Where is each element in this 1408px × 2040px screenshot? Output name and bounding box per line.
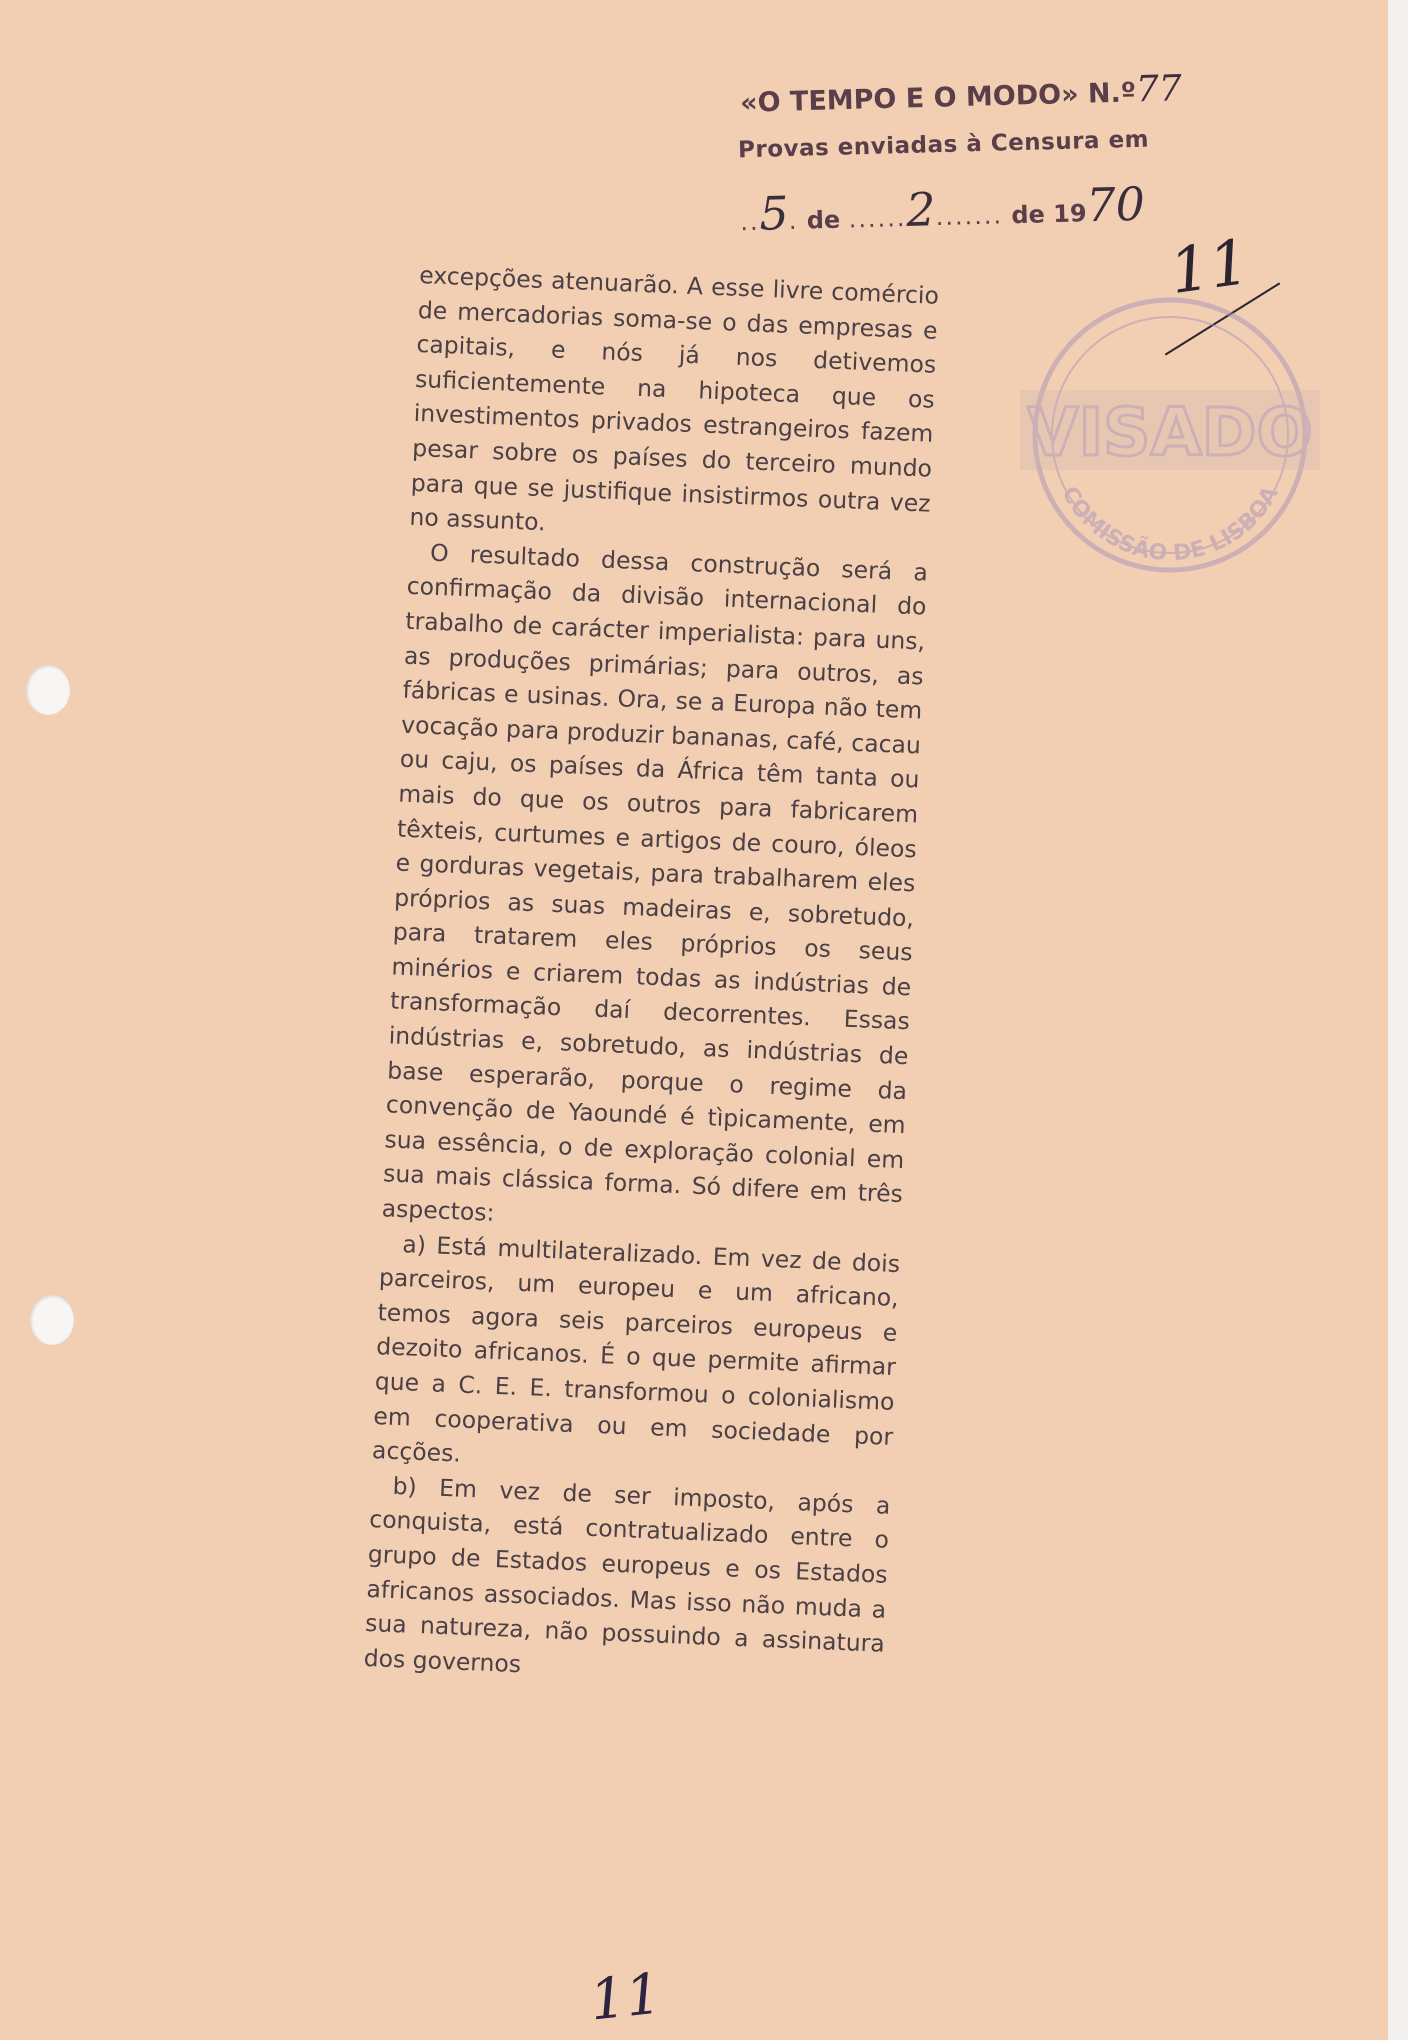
publication-title: «O TEMPO E O MODO» N.º [739, 77, 1137, 119]
punch-hole [30, 1295, 74, 1345]
stamp-main-text: VISADO [1027, 394, 1313, 471]
paragraph: O resultado dessa construção será a confirmação da divisão internacional do trabalho de carácter imperialista: para uns, as produções primárias; para outros, as fábricas e usinas. Ora, se a Europa não tem vocação para produzir bananas, café, cacau ou caju, os países da África têm tanta ou mais do que os outros para fabricarem têxteis, curtumes e artigos de couro, óleos e gorduras vegetais, para trabalharem eles próprios as suas madeiras e, sobretudo, para tratarem eles próprios os seus minérios e criarem todas as indústrias de transformação daí decorrentes. Essas indústrias e, sobretudo, as indústrias de base esperarão, porque o regime da convenção de Yaoundé é tìpicamente, em sua essência, o de exploração colonial em sua mais clássica forma. Só difere em três aspectos: [381, 538, 929, 1227]
article-body [363, 258, 940, 1696]
paragraph: b) Em vez de ser imposto, após a conquista, está contratualizado entre o grupo de Estados europeus e os Estados africanos associados. Mas isso não muda a sua natureza, não possuindo a assinatura dos governos [363, 1471, 891, 1678]
date-de: de [806, 205, 841, 235]
date-century: de 19 [1011, 199, 1087, 230]
issue-number: 77 [1135, 68, 1183, 111]
censorship-header [730, 60, 1200, 260]
proofs-label: Provas enviadas à Censura em [737, 126, 1150, 164]
date-line: ..5. de ......2....... de 1970 [739, 176, 1146, 241]
visado-stamp [1010, 290, 1330, 580]
publication-line [740, 68, 1183, 121]
handwritten-mark: 11 [1165, 224, 1254, 309]
page-number: 11 [586, 1961, 665, 2034]
date-month: 2 [905, 182, 937, 237]
paragraph: a) Está multilateralizado. Em vez de dois parceiros, um europeu e um africano, temos agora seis parceiros europeus e dezoito africanos. É o que permite afirmar que a C. E. E. transformou o colonialismo em cooperativa ou em sociedade por acções. [371, 1229, 901, 1468]
date-day: 5 [758, 186, 790, 241]
punch-hole [26, 665, 70, 715]
stamp-arc-text: COMISSÃO DE LISBOA [1056, 482, 1284, 567]
date-year: 70 [1085, 176, 1146, 233]
paragraph: excepções atenuarão. A esse livre comércio de mercadorias soma-se o das empresas e capitais, e nós já nos detivemos suficientemente na hipoteca que os investimentos privados estrangeiros fazem pesar sobre os países do terceiro mundo para que se justifique insistirmos outra vez no assunto. [409, 260, 940, 537]
